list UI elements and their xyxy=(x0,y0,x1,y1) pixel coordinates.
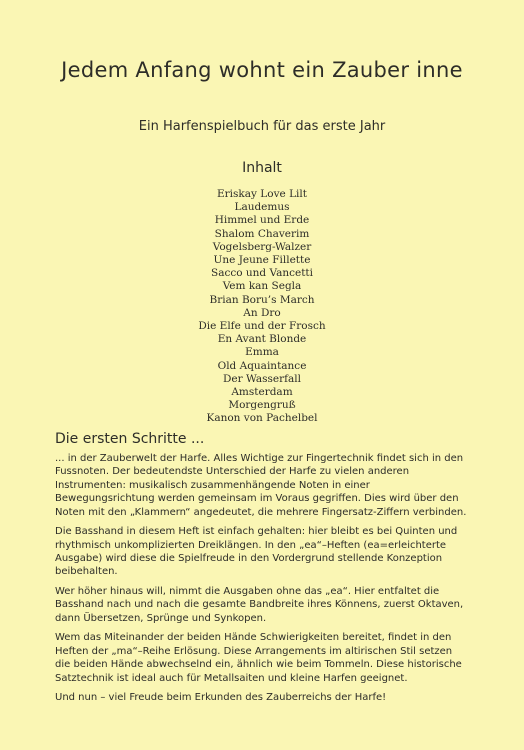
contents-list xyxy=(0,188,524,426)
contents-item: Himmel und Erde xyxy=(214,214,310,227)
contents-heading: Inhalt xyxy=(242,160,282,176)
contents-item: Amsterdam xyxy=(231,386,293,399)
contents-item: Old Aquaintance xyxy=(217,359,307,372)
contents-item: Emma xyxy=(245,346,279,359)
document-subtitle: Ein Harfenspielbuch für das erste Jahr xyxy=(138,119,386,134)
contents-item: En Avant Blonde xyxy=(217,333,307,346)
contents-item: Vem kan Segla xyxy=(222,280,302,293)
body-paragraph: Wem das Miteinander der beiden Hände Schwierigkeiten bereitet, findet in den Heften der „ma“–Reihe Erlösung. Diese Arrangements im altirischen Stil setzen die beiden Hände abwechselnd ein, ähnlich wie beim Tommeln. Diese historische Satztechnik ist ideal auch für Metallsaiten und kleine Harfen geeignet. xyxy=(55,632,462,684)
contents-item: Die Elfe und der Frosch xyxy=(198,320,326,333)
contents-item: Brian Boru’s March xyxy=(209,293,315,306)
document-title: Jedem Anfang wohnt ein Zauber inne xyxy=(61,58,463,82)
contents-item: Der Wasserfall xyxy=(222,372,301,385)
contents-item: An Dro xyxy=(243,306,281,319)
contents-item: Morgengruß xyxy=(228,399,296,412)
body-paragraph: Die Basshand in diesem Heft ist einfach gehalten: hier bleibt es bei Quinten und rhythmisch unkomplizierten Dreiklängen. In den „ea“–Heften (ea=erleichterte Ausgabe) wird diese die Spielfreude in den Vordergrund stellende Konzeption beibehalten. xyxy=(55,526,458,578)
contents-item: Eriskay Love Lilt xyxy=(216,188,307,200)
body-paragraph: Wer höher hinaus will, nimmt die Ausgaben ohne das „ea“. Hier entfaltet die Basshand nach und nach die gesamte Bandbreite ihres Könnens, zuerst Oktaven, dann Übersetzen, Sprünge und Synkopen. xyxy=(55,586,464,624)
section-heading: Die ersten Schritte ... xyxy=(55,431,205,447)
contents-item: Vogelsberg-Walzer xyxy=(212,240,312,253)
section-body xyxy=(55,452,469,711)
contents-item: Kanon von Pachelbel xyxy=(206,412,318,425)
contents-item: Shalom Chaverim xyxy=(214,227,310,240)
contents-item: Sacco und Vancetti xyxy=(211,267,313,280)
contents-item: Une Jeune Fillette xyxy=(213,254,311,267)
body-paragraph: Und nun – viel Freude beim Erkunden des Zauberreichs der Harfe! xyxy=(55,692,387,704)
body-paragraph: ... in der Zauberwelt der Harfe. Alles Wichtige zur Fingertechnik findet sich in den Fussnoten. Der bedeutendste Unterschied der Harfe zu vielen anderen Instrumenten: musikalisch zusammenhängende Noten in einer Bewegungsrichtung werden gemeinsam im Voraus gegriffen. Dies wird über den Noten mit den „Klammern“ angedeutet, die mehrere Fingersatz-Ziffern verbinden. xyxy=(55,453,467,518)
contents-item: Laudemus xyxy=(234,201,290,214)
